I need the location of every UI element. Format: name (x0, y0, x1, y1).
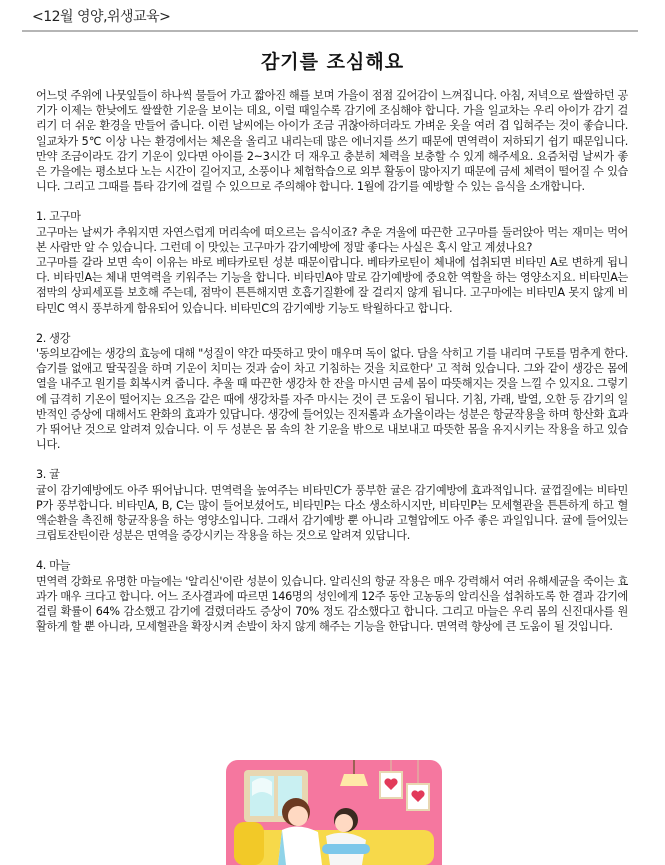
article-body (36, 88, 628, 635)
section-heading-garlic: 4. 마늘 (36, 559, 71, 573)
category-label: <12월 영양,위생교육> (32, 9, 171, 25)
section-heading-ginger: 2. 생강 (36, 331, 71, 345)
section-body-ginger: '동의보감에는 생강의 효능에 대해 "성질이 약간 따뜻하고 맛이 매우며 독이 없다. 담을 삭히고 기를 내리며 구토를 멈추게 한다. 습기를 없애고 딸꾹질을 하며 기운이 치미는 것과 숨이 차고 기침하는 것을 치료한다' 고 적혀 있습니다. 그와 같이 생강은 몸에 열을 내주고 원기를 회복시켜 줍니다. 추울 때 따끈한 생강차 한 잔을 마시면 금세 몸이 따뜻해지는 것을 느낄 수 있지요. 그렇기에 급격히 기온이 떨어지는 요즈음 같은 때에 생강차를 자주 마시는 것이 큰 도움이 됩니다. 기침, 가래, 발열, 오한 등 감기의 일반적인 증상에 대해서도 완화의 효과가 있답니다. 생강에 들어있는 진저롤과 쇼가올이라는 성분은 항균작용을 하며 항산화 효과가 뛰어난 것으로 알려져 있습니다. 이 두 성분은 몸 속의 찬 기운을 밖으로 내보내고 따뜻한 몸을 유지시키는 작용을 하고 있습니다. (36, 347, 628, 452)
intro-paragraph: 어느덧 주위에 나뭇잎들이 하나씩 물들어 가고 짧아진 해를 보며 가을이 점점 깊어감이 느껴집니다. 아침, 저녁으로 쌀쌀하던 공기가 이제는 한낮에도 쌀쌀한 기운을 보이는 데요, 이럴 때일수록 감기에 조심해야 합니다. 가을 일교차는 우리 아이가 감기 걸리기 더 쉬운 환경을 만들어 줍니다. 이런 날씨에는 아이가 조금 귀찮아하더라도 가벼운 옷을 여러 겹 입혀주는 것이 좋습니다. 일교차가 5℃ 이상 나는 환경에서는 체온을 올리고 내리는데 많은 에너지를 쓰기 때문에 면역력이 저하되기 쉽기 때문입니다. 만약 조금이라도 감기 기운이 있다면 아이를 2~3시간 더 재우고 충분히 체력을 보충할 수 있게 해주세요. 요즘처럼 날씨가 좋은 가을에는 평소보다 노는 시간이 길어지고, 소풍이나 체험학습으로 외부 활동이 많아지기 때문에 금세 체력이 떨어질 수 있습니다. 그리고 그때를 틈타 감기에 걸릴 수 있으므로 주의해야 합니다. 1월에 감기를 예방할 수 있는 음식을 소개합니다. (36, 89, 628, 194)
section-body-tangerine: 귤이 감기예방에도 아주 뛰어납니다. 면역력을 높여주는 비타민C가 풍부한 귤은 감기예방에 효과적입니다. 귤껍질에는 비타민P가 풍부합니다. 비타민A, B, C는 많이 들어보셨어도, 비타민P는 다소 생소하시지만, 비타민P는 모세혈관을 튼튼하게 하고 혈액순환을 촉진해 항균작용을 하는 영양소입니다. 그래서 감기예방 뿐 아니라 고혈압에도 아주 좋은 과일입니다. 귤에 들어있는 크립토잔틴이란 성분은 면역을 증강시키는 작용을 하는 것으로 알려져 있답니다. (36, 483, 628, 543)
section-body-sweet-potato: 고구마는 날씨가 추워지면 자연스럽게 머리속에 떠오르는 음식이죠? 추운 겨울에 따끈한 고구마를 둘러앉아 먹는 재미는 먹어본 사람만 알 수 있습니다. 그런데 이 맛있는 고구마가 감기예방에 정말 좋다는 사실은 혹시 알고 계셨나요? 고구마를 갈라 보면 속이 이유는 바로 베타카로틴 성분 때문이랍니다. 베타카로틴이 체내에 섭취되면 비타민 A로 변하게 됩니다. 비타민A는 체내 면역력을 키워주는 기능을 합니다. 비타민A야 말로 감기예방에 중요한 역할을 하는 영양소지요. 비타민A는 점막의 상피세포를 보호해 주는데, 점막이 튼튼해지면 호흡기질환에 잘 걸리지 않게 됩니다. 고구마에는 비타민A 못지 않게 비타민C 역시 풍부하게 함유되어 있습니다. 비타민C의 감기예방 기능도 탁월하다고 합니다. (36, 225, 628, 315)
section-body-garlic: 면역력 강화로 유명한 마늘에는 '알리신'이란 성분이 있습니다. 알리신의 항균 작용은 매우 강력해서 여러 유해세균을 죽이는 효과가 매우 크다고 합니다. 어느 조사결과에 따르면 146명의 성인에게 12주 동안 고농동의 알리신을 섭취하도록 한 결과 감기에 걸릴 확률이 64% 감소했고 감기에 걸렸더라도 증상이 70% 정도 감소했다고 합니다. 그리고 마늘은 우리 몸의 신진대사를 원활하게 할 뿐 아니라, 모세혈관을 확장시켜 손발이 차지 않게 해주는 기능을 한답니다. 면역력 향상에 큰 도움이 될 것입니다. (36, 574, 628, 634)
section-heading-sweet-potato: 1. 고구마 (36, 210, 81, 224)
category-header (22, 0, 638, 32)
illustration-image (226, 760, 442, 865)
section-heading-tangerine: 3. 귤 (36, 468, 60, 482)
family-illustration (226, 760, 442, 865)
page-title: 감기를 조심해요 (260, 51, 405, 73)
